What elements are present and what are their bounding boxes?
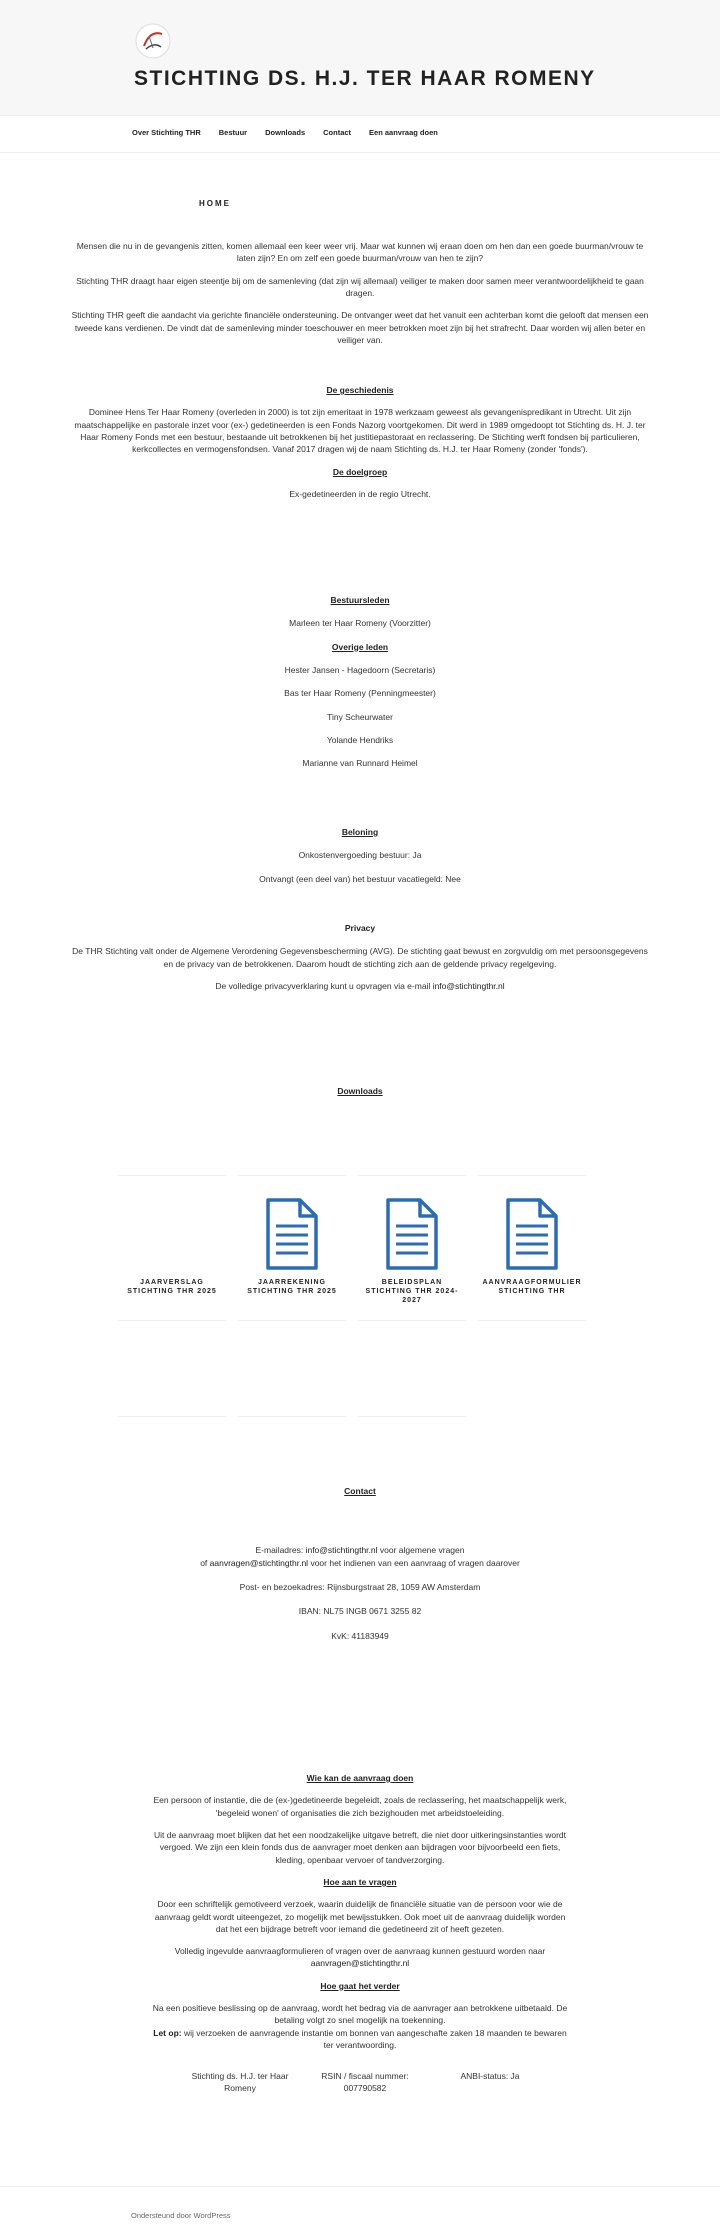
history-section xyxy=(70,384,650,500)
download-item[interactable] xyxy=(478,1175,586,1321)
site-title[interactable]: STICHTING DS. H.J. TER HAAR ROMENY xyxy=(134,67,596,90)
footer-info xyxy=(190,2070,540,2095)
apply-text: Uit de aanvraag moet blijken dat het een noodzakelijke uitgave betreft, die niet door uitkeringsinstanties wordt vergoed. We zijn een klein fonds dus de aanvrager moet denken aan bijdragen voor bijvoorbeeld een fiets, kleding, openbaar vervoer of tandverzorging. xyxy=(153,1829,567,1865)
privacy-section xyxy=(70,922,650,992)
contact-section xyxy=(70,1485,650,1642)
download-title[interactable]: BELEIDSPLAN STICHTING THR 2024-2027 xyxy=(365,1279,459,1305)
privacy-request: De volledige privacyverklaring kunt u opvragen via e-mail info@stichtingthr.nl xyxy=(215,980,505,991)
document-icon[interactable] xyxy=(504,1196,560,1272)
divider xyxy=(238,1416,346,1417)
download-item[interactable] xyxy=(118,1175,226,1321)
downloads-divider xyxy=(118,1416,466,1417)
site-header xyxy=(0,0,720,116)
document-icon[interactable] xyxy=(264,1196,320,1272)
target-heading: De doelgroep xyxy=(332,466,388,477)
board-chair: Marleen ter Haar Romeny (Voorzitter) xyxy=(289,618,431,629)
pay-section xyxy=(70,826,650,885)
target-text: Ex-gedetineerden in de regio Utrecht. xyxy=(289,488,431,499)
history-heading: De geschiedenis xyxy=(326,385,394,395)
privacy-email-link[interactable]: info@stichtingthr.nl xyxy=(432,980,505,991)
intro-paragraph: Stichting THR geeft die aandacht via gerichte financiële ondersteuning. De ontvanger weet dat het vanuit een achterban komt die gelooft dat mensen een tweede kans verdienen. De vindt dat de samenleving minder toeschouwer en meer betrokken moet zijn bij het strafrecht. Daar worden wij allen beter en veiliger van. xyxy=(71,310,649,345)
board-member: Bas ter Haar Romeny (Penningmeester) xyxy=(284,688,436,699)
contact-email-line: of aanvragen@stichtingthr.nl voor het indienen van een aanvraag of vragen daarover xyxy=(200,1557,520,1568)
contact-address: Post- en bezoekadres: Rijnsburgstraat 28, 1059 AW Amsterdam xyxy=(239,1581,481,1592)
contact-email-line: E-mailadres: info@stichtingthr.nl voor algemene vragen xyxy=(255,1545,465,1556)
footer-anbi: ANBI-status: Ja xyxy=(460,2071,520,2081)
privacy-text: De THR Stichting valt onder de Algemene Verordening Gegevensbescherming (AVG). De stichting gaat bewust en zorgvuldig om met persoonsgegevens en de privacy van de betrokkenen. Daarom houdt de stichting zich aan de geldende privacy regelgeving. xyxy=(72,946,648,969)
download-title[interactable]: JAARREKENING STICHTING THR 2025 xyxy=(247,1279,337,1296)
contact-iban: IBAN: NL75 INGB 0671 3255 82 xyxy=(298,1606,422,1617)
divider xyxy=(118,1416,226,1417)
next-heading: Hoe gaat het verder xyxy=(320,1980,400,1991)
downloads-heading-wrap xyxy=(70,1085,650,1097)
apply-text: Na een positieve beslissing op de aanvraag, wordt het bedrag via de aanvrager aan betrokkene uitbetaald. De betaling volgt zo snel mogelijk na toekenning. xyxy=(152,2003,568,2026)
apply-text: Door een schriftelijk gemotiveerd verzoek, waarin duidelijk de financiële situatie van de persoon voor wie de aanvraag geldt wordt uiteengezet, zo mogelijk met bewijsstukken. Ook moet uit de aanvraag duidelijk worden dat het een bijdrage betreft voor iemand die gedetineerd zit of heeft gezeten. xyxy=(154,1899,566,1934)
nav-downloads[interactable]: Downloads xyxy=(265,128,306,137)
intro-section xyxy=(70,240,650,346)
board-section xyxy=(70,594,650,770)
apply-section xyxy=(150,1772,570,2051)
intro-paragraph: Mensen die nu in de gevangenis zitten, komen allemaal een keer weer vrij. Maar wat kunnen wij eraan doen om hen dan een goede buurman/vrouw te laten zijn? En om zelf een goede buurman/vrouw van hen te zijn? xyxy=(76,241,644,264)
download-title[interactable]: AANVRAAGFORMULIER STICHTING THR xyxy=(482,1279,582,1296)
powered-by-link[interactable]: Ondersteund door WordPress xyxy=(131,2211,231,2220)
download-title[interactable]: JAARVERSLAG STICHTING THR 2025 xyxy=(127,1279,217,1296)
apply-text: Volledig ingevulde aanvraagformulieren of vragen over de aanvraag kunnen gestuurd worden naar aanvragen@stichtingthr.nl xyxy=(174,1946,546,1969)
footer-name: Stichting ds. H.J. ter Haar Romeny xyxy=(191,2071,289,2094)
downloads-grid xyxy=(118,1175,586,1321)
nav-over-stichting[interactable]: Over Stichting THR xyxy=(132,128,201,137)
divider xyxy=(358,1416,466,1417)
nav-bestuur[interactable]: Bestuur xyxy=(218,128,248,137)
board-heading: Bestuursleden xyxy=(330,595,390,605)
pay-line: Ontvangt (een deel van) het bestuur vacatiegeld: Nee xyxy=(259,873,461,884)
nav-aanvraag[interactable]: Een aanvraag doen xyxy=(369,128,438,137)
apply-text: Let op: wij verzoeken de aanvragende instantie om bonnen van aangeschafte zaken 18 maanden te bewaren ter verantwoording. xyxy=(153,2027,567,2050)
privacy-heading: Privacy xyxy=(344,923,376,933)
pay-line: Onkostenvergoeding bestuur: Ja xyxy=(298,850,422,861)
document-icon[interactable] xyxy=(384,1196,440,1272)
apply-heading: Wie kan de aanvraag doen xyxy=(306,1773,414,1783)
board-member: Marianne van Runnard Heimel xyxy=(302,758,418,769)
site-logo[interactable] xyxy=(134,22,172,60)
downloads-heading: Downloads xyxy=(337,1086,383,1096)
page-title: HOME xyxy=(199,199,231,208)
pay-heading: Beloning xyxy=(341,827,379,837)
contact-kvk: KvK: 41183949 xyxy=(331,1630,389,1641)
board-member: Tiny Scheurwater xyxy=(327,711,393,722)
main-navigation xyxy=(0,117,720,153)
intro-paragraph: Stichting THR draagt haar eigen steentje bij om de samenleving (dat zijn wij allemaal) veiliger te maken door samen meer verantwoordelijkheid te gaan dragen. xyxy=(76,275,644,298)
download-item[interactable] xyxy=(238,1175,346,1321)
nav-contact[interactable]: Contact xyxy=(323,128,352,137)
other-members-heading: Overige leden xyxy=(331,641,389,652)
aanvragen-email-link[interactable]: aanvragen@stichtingthr.nl xyxy=(310,1958,410,1969)
site-footer xyxy=(0,2186,720,2235)
board-member: Yolande Hendriks xyxy=(326,734,394,745)
apply-text: Een persoon of instantie, die de (ex-)gedetineerde begeleidt, zoals de reclassering, het maatschappelijk werk, 'begeleid wonen' of organisaties die zich bezighouden met arbeidstoeleiding. xyxy=(153,1795,567,1818)
aanvragen-email-link[interactable]: aanvragen@stichtingthr.nl xyxy=(209,1557,309,1568)
history-text: Dominee Hens Ter Haar Romeny (overleden in 2000) is tot zijn emeritaat in 1978 werkzaam geweest als gevangenispredikant in Utrecht. Uit zijn maatschappelijke en pastorale inzet voor (ex-) gedetineerden is een Fonds Nazorg voortgekomen. Dit werd in 1989 omgedoopt tot Stichting ds. H. J. ter Haar Romeny Fonds met een bestuur, bestaande uit betrokkenen bij het justitiepastoraat en reclassering. De Stichting werft fondsen bij particulieren, kerkcollectes en vermogensfondsen. Vanaf 2017 dragen wij de naam Stichting ds. H.J. ter Haar Romeny (zonder 'fonds'). xyxy=(74,407,646,455)
how-heading: Hoe aan te vragen xyxy=(323,1876,397,1887)
info-email-link[interactable]: info@stichtingthr.nl xyxy=(305,1545,378,1556)
download-item[interactable] xyxy=(358,1175,466,1321)
board-member: Hester Jansen - Hagedoorn (Secretaris) xyxy=(284,664,436,675)
footer-rsin: RSIN / fiscaal nummer: 007790582 xyxy=(321,2071,409,2094)
contact-heading: Contact xyxy=(344,1486,376,1496)
